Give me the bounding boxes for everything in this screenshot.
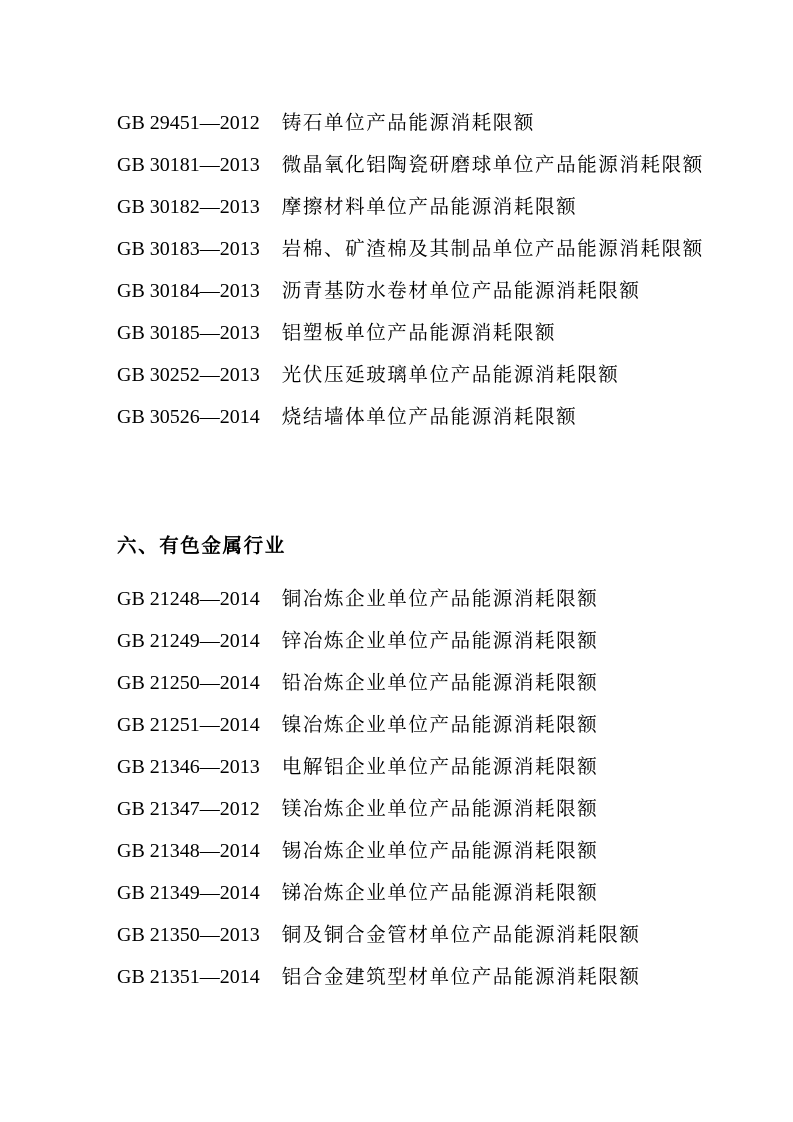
standard-code: GB 21251—2014	[117, 714, 260, 736]
standard-title: 铜冶炼企业单位产品能源消耗限额	[281, 587, 599, 610]
standard-title: 电解铝企业单位产品能源消耗限额	[281, 755, 599, 778]
standard-title: 镍冶炼企业单位产品能源消耗限额	[281, 713, 599, 736]
list-item	[95, 578, 715, 620]
list-item	[95, 704, 715, 746]
standard-code: GB 21248—2014	[117, 588, 260, 610]
standard-code: GB 30252—2013	[117, 364, 260, 386]
standard-title: 锡冶炼企业单位产品能源消耗限额	[281, 839, 599, 862]
standard-code: GB 21347—2012	[117, 798, 260, 820]
standard-code: GB 21346—2013	[117, 756, 260, 778]
standard-code: GB 30185—2013	[117, 322, 260, 344]
list-item	[95, 830, 715, 872]
standard-code: GB 30184—2013	[117, 280, 260, 302]
standard-title: 烧结墙体单位产品能源消耗限额	[281, 405, 578, 428]
list-item	[95, 186, 715, 228]
standard-title: 铸石单位产品能源消耗限额	[281, 111, 535, 134]
list-item	[95, 662, 715, 704]
section-heading: 六、有色金属行业	[117, 534, 286, 557]
list-item	[95, 872, 715, 914]
standard-title: 锑冶炼企业单位产品能源消耗限额	[281, 881, 599, 904]
standard-title: 岩棉、矿渣棉及其制品单位产品能源消耗限额	[281, 237, 704, 260]
list-item	[95, 746, 715, 788]
list-item	[95, 102, 715, 144]
standard-code: GB 30182—2013	[117, 196, 260, 218]
standard-code: GB 21350—2013	[117, 924, 260, 946]
standard-title: 沥青基防水卷材单位产品能源消耗限额	[281, 279, 641, 302]
list-item	[95, 620, 715, 662]
standard-code: GB 21349—2014	[117, 882, 260, 904]
standard-title: 镁冶炼企业单位产品能源消耗限额	[281, 797, 599, 820]
list-item	[95, 956, 715, 998]
list-item	[95, 144, 715, 186]
section-nonferrous	[95, 525, 715, 566]
standard-title: 铝合金建筑型材单位产品能源消耗限额	[281, 965, 641, 988]
list-item	[95, 354, 715, 396]
standard-code: GB 30183—2013	[117, 238, 260, 260]
standard-title: 铜及铜合金管材单位产品能源消耗限额	[281, 923, 641, 946]
standard-title: 摩擦材料单位产品能源消耗限额	[281, 195, 578, 218]
standard-code: GB 21250—2014	[117, 672, 260, 694]
standards-list-nonferrous	[95, 578, 715, 998]
list-item	[95, 228, 715, 270]
standard-code: GB 21351—2014	[117, 966, 260, 988]
standard-code: GB 30181—2013	[117, 154, 260, 176]
list-item	[95, 396, 715, 438]
standard-code: GB 21249—2014	[117, 630, 260, 652]
standard-title: 铝塑板单位产品能源消耗限额	[281, 321, 557, 344]
standard-code: GB 21348—2014	[117, 840, 260, 862]
list-item	[95, 914, 715, 956]
list-item	[95, 270, 715, 312]
list-item	[95, 312, 715, 354]
list-item	[95, 788, 715, 830]
standard-title: 铅冶炼企业单位产品能源消耗限额	[281, 671, 599, 694]
standard-title: 微晶氧化铝陶瓷研磨球单位产品能源消耗限额	[281, 153, 704, 176]
standard-title: 锌冶炼企业单位产品能源消耗限额	[281, 629, 599, 652]
standard-code: GB 30526—2014	[117, 406, 260, 428]
standard-title: 光伏压延玻璃单位产品能源消耗限额	[281, 363, 620, 386]
standard-code: GB 29451—2012	[117, 112, 260, 134]
standards-list-building-materials	[95, 102, 715, 438]
